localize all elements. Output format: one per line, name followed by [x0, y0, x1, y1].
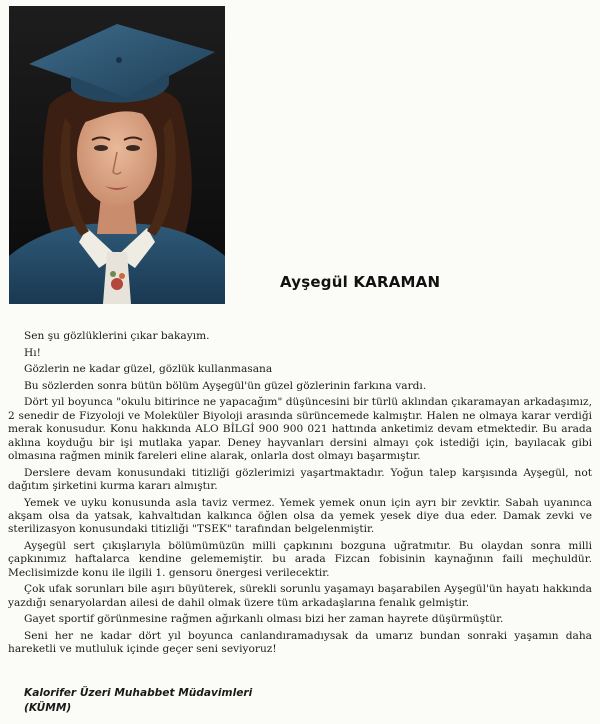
paragraph: Gayet sportif görünmesine rağmen ağırkanlı olması bizi her zaman hayrete düşürmüştür. [24, 613, 504, 626]
paragraph: Bu sözlerden sonra bütün bölüm Ayşegül'ün güzel gözlerinin farkına vardı. [24, 379, 427, 392]
paragraph: Gözlerin ne kadar güzel, gözlük kullanmasana [24, 363, 273, 376]
paragraph: Dört yıl boyunca "okulu bitirince ne yapacağım" düşüncesini bir türlü aklından çıkaramayan arkadaşımız, 2 senedir de Fizyoloji ve Moleküler Biyoloji arasında sürüncemede kalmıştır. Halen ne olmaya karar verdiği merak konusudur. Konu hakkında ALO BİLGİ 900 900 021 hattında anketimiz devam etmektedir. Bu arada aklına koyduğu bir işi mutlaka yapar. Deney hayvanları dersini almayı çok istediği için, bayılacak gibi olmasına rağmen minik fareleri eline alarak, onlarla dost olmayı başarmıştır. [8, 396, 592, 462]
portrait-photo [9, 6, 225, 304]
graduation-portrait [9, 6, 225, 304]
student-name: Ayşegül KARAMAN [280, 273, 441, 291]
biography-text [8, 330, 592, 660]
paragraph: Seni her ne kadar dört yıl boyunca canlandıramadıysak da umarız bundan sonraki yaşamın daha hareketli ve mutluluk içinde geçer seni seviyoruz! [8, 630, 592, 656]
signature-group-name: Kalorifer Üzeri Muhabbet Müdavimleri [24, 687, 253, 699]
paragraph: Hı! [24, 346, 41, 359]
paragraph: Yemek ve uyku konusunda asla taviz vermez. Yemek yemek onun için ayrı bir zevktir. Sabah uyanınca akşam olsa da yatsak, kahvaltıdan kalkınca öğlen olsa da yemek yesek diye dua eder. Damak zevki ve sterilizasyon konusundaki titizliği "TSEK" tarafından belgelenmiştir. [8, 496, 592, 536]
paragraph: Derslere devam konusundaki titizliği gözlerimizi yaşartmaktadır. Yoğun talep karşısında Ayşegül, not dağıtım şirketini kurma kararı almıştır. [8, 466, 592, 492]
signature [24, 686, 252, 716]
paragraph: Ayşegül sert çıkışlarıyla bölümümüzün milli çapkınını bozguna uğratmıtır. Bu olaydan sonra milli çapkınımız haftalarca kendine gelememiştir. bu arada Fizcan fobisinin kaynağının faili meçhuldür. Meclisimizde konu ile ilgili 1. gensoru önergesi verilecektir. [8, 540, 592, 579]
paragraph: Sen şu gözlüklerini çıkar bakayım. [24, 330, 210, 342]
signature-abbreviation: (KÜMM) [24, 702, 72, 714]
paragraph: Çok ufak sorunları bile aşırı büyüterek, sürekli sorunlu yaşamayı başarabilen Ayşegül'ün hayatı hakkında yazdığı senaryolardan ailesi de dahil olmak üzere tüm arkadaşlarına fenalık gelmiştir. [8, 583, 592, 609]
